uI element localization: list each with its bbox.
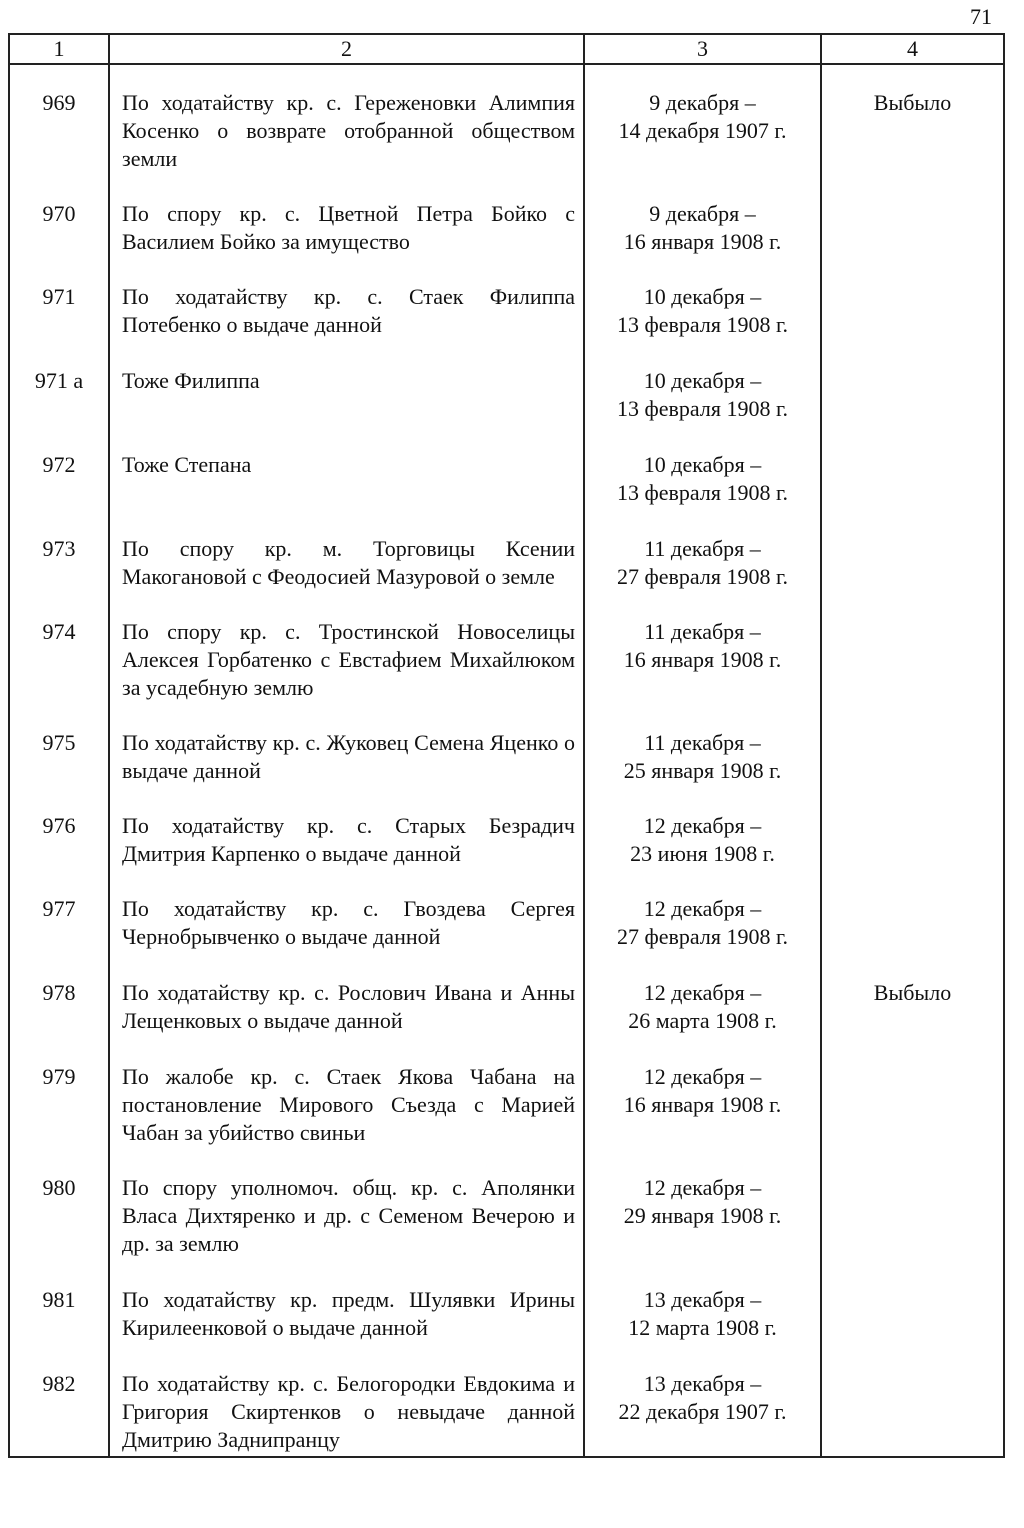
record-title: По ходатайству кр. с. Гвоздева Сергея Чернобрывченко о выдаче данной [109,895,584,979]
date-start: 10 декабря – [643,284,762,309]
date-end: 16 января 1908 г. [623,647,782,672]
record-title: По ходатайству кр. с. Гереженовки Алимпия Косенко о возврате отобранной обществом земли [109,64,584,200]
record-title: По ходатайству кр. с. Рослович Ивана и Анны Лещенковых о выдаче данной [109,979,584,1063]
date-start: 13 декабря – [643,1371,762,1396]
record-number: 971 [9,283,109,367]
record-number: 981 [9,1286,109,1370]
table-row [9,200,1004,283]
column-header-dates: 3 [584,34,821,64]
record-number: 980 [9,1174,109,1286]
date-start: 9 декабря – [649,201,756,226]
record-dates [584,64,821,200]
record-note [821,1370,1004,1457]
column-header-number: 1 [9,34,109,64]
record-note [821,535,1004,618]
date-end: 16 января 1908 г. [623,229,782,254]
table-row [9,729,1004,812]
table-row [9,64,1004,200]
table-row [9,1286,1004,1370]
date-start: 11 декабря – [644,619,761,644]
table-row [9,618,1004,729]
date-end: 12 марта 1908 г. [628,1315,777,1340]
record-note [821,1174,1004,1286]
date-end: 26 марта 1908 г. [628,1008,777,1033]
record-dates [584,283,821,367]
record-note [821,367,1004,451]
record-dates [584,535,821,618]
record-dates [584,200,821,283]
record-note [821,1286,1004,1370]
record-title: По спору кр. м. Торговицы Ксении Макогановой с Феодосией Мазуровой о земле [109,535,584,618]
record-title: По спору кр. с. Тростинской Новоселицы Алексея Горбатенко с Евстафием Михайлюком за усадебную землю [109,618,584,729]
table-row [9,1370,1004,1457]
date-start: 11 декабря – [644,730,761,755]
date-start: 12 декабря – [643,896,762,921]
record-number: 971 а [9,367,109,451]
record-number: 976 [9,812,109,895]
record-title: По спору кр. с. Цветной Петра Бойко с Василием Бойко за имущество [109,200,584,283]
date-end: 13 февраля 1908 г. [616,396,788,421]
date-start: 12 декабря – [643,1064,762,1089]
date-start: 12 декабря – [643,813,762,838]
date-end: 27 февраля 1908 г. [616,924,788,949]
record-number: 972 [9,451,109,535]
record-title: По ходатайству кр. с. Стаек Филиппа Потебенко о выдаче данной [109,283,584,367]
record-number: 970 [9,200,109,283]
table-row [9,367,1004,451]
record-dates [584,1286,821,1370]
column-header-title: 2 [109,34,584,64]
date-end: 14 декабря 1907 г. [618,118,787,143]
record-title: По ходатайству кр. с. Жуковец Семена Яценко о выдаче данной [109,729,584,812]
record-note [821,1063,1004,1174]
record-note: Выбыло [821,64,1004,200]
record-number: 978 [9,979,109,1063]
archive-inventory-table [8,33,1005,1458]
record-note [821,812,1004,895]
header-row [9,34,1004,64]
table-row [9,283,1004,367]
record-dates [584,812,821,895]
record-note [821,283,1004,367]
record-dates [584,1063,821,1174]
date-start: 11 декабря – [644,536,761,561]
record-title: По жалобе кр. с. Стаек Якова Чабана на постановление Мирового Съезда с Марией Чабан за убийство свиньи [109,1063,584,1174]
record-note [821,895,1004,979]
date-start: 10 декабря – [643,368,762,393]
record-dates [584,729,821,812]
table-row [9,812,1004,895]
table-row [9,979,1004,1063]
record-note: Выбыло [821,979,1004,1063]
record-dates [584,1370,821,1457]
record-title: По ходатайству кр. с. Старых Безрадич Дмитрия Карпенко о выдаче данной [109,812,584,895]
date-start: 10 декабря – [643,452,762,477]
table-row [9,1174,1004,1286]
table-row [9,895,1004,979]
record-number: 969 [9,64,109,200]
record-dates [584,451,821,535]
column-header-notes: 4 [821,34,1004,64]
date-end: 29 января 1908 г. [623,1203,782,1228]
date-start: 12 декабря – [643,980,762,1005]
table-row [9,535,1004,618]
record-dates [584,618,821,729]
date-end: 13 февраля 1908 г. [616,480,788,505]
record-note [821,200,1004,283]
table-body [9,64,1004,1457]
record-number: 979 [9,1063,109,1174]
date-start: 12 декабря – [643,1175,762,1200]
date-end: 23 июня 1908 г. [630,841,775,866]
date-end: 13 февраля 1908 г. [616,312,788,337]
record-note [821,618,1004,729]
record-dates [584,979,821,1063]
page-number: 71 [970,4,992,29]
date-end: 16 января 1908 г. [623,1092,782,1117]
record-note [821,451,1004,535]
record-title: По ходатайству кр. с. Белогородки Евдокима и Григория Скиртенков о невыдаче данной Дмитрию Заднипранцу [109,1370,584,1457]
record-title: По спору уполномоч. общ. кр. с. Аполянки Власа Дихтяренко и др. с Семеном Вечерою и др. за землю [109,1174,584,1286]
table-row [9,451,1004,535]
date-start: 13 декабря – [643,1287,762,1312]
record-dates [584,367,821,451]
record-title: Тоже Степана [109,451,584,535]
record-title: По ходатайству кр. предм. Шулявки Ирины Кирилеенковой о выдаче данной [109,1286,584,1370]
record-dates [584,1174,821,1286]
record-number: 975 [9,729,109,812]
record-dates [584,895,821,979]
record-number: 977 [9,895,109,979]
record-title: Тоже Филиппа [109,367,584,451]
date-start: 9 декабря – [649,90,756,115]
date-end: 27 февраля 1908 г. [616,564,788,589]
record-note [821,729,1004,812]
record-number: 973 [9,535,109,618]
date-end: 25 января 1908 г. [623,758,782,783]
record-number: 974 [9,618,109,729]
record-number: 982 [9,1370,109,1457]
table-header [9,34,1004,64]
table-row [9,1063,1004,1174]
date-end: 22 декабря 1907 г. [618,1399,787,1424]
